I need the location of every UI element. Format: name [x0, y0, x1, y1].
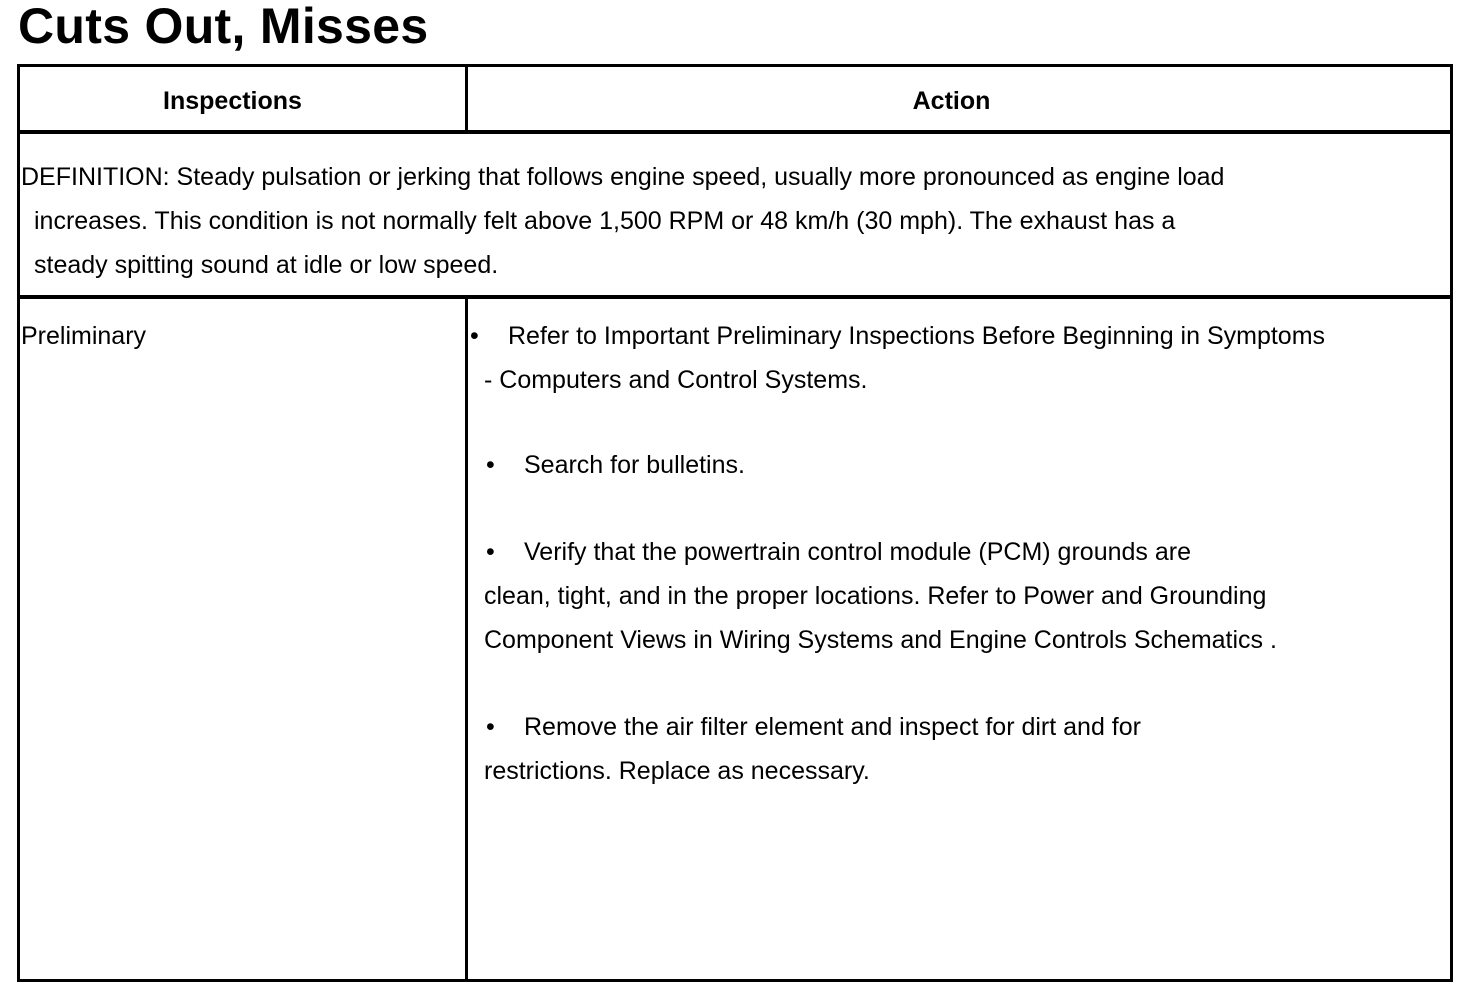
action-item	[470, 530, 1440, 662]
header-divider	[17, 130, 1453, 134]
action-text: Refer to Important Preliminary Inspections Before Beginning in Symptoms	[508, 322, 1326, 350]
column-header-inspections: Inspections	[163, 87, 302, 115]
action-text-continued: Component Views in Wiring Systems and Engine Controls Schematics .	[484, 626, 1277, 654]
definition-divider	[17, 295, 1453, 299]
inspection-preliminary: Preliminary	[21, 322, 147, 350]
action-item	[470, 443, 1440, 487]
body-column-divider	[465, 297, 468, 982]
column-header-action: Action	[912, 87, 991, 115]
action-text-continued: restrictions. Replace as necessary.	[484, 757, 870, 785]
bullet-icon: •	[486, 713, 495, 741]
action-text-continued: clean, tight, and in the proper locations. Refer to Power and Grounding	[484, 582, 1267, 610]
bullet-icon: •	[486, 451, 495, 479]
action-list	[470, 314, 1440, 793]
action-item	[470, 705, 1440, 793]
action-text: Remove the air filter element and inspect for dirt and for	[524, 713, 1141, 741]
bullet-icon: •	[486, 538, 495, 566]
action-text: Verify that the powertrain control module (PCM) grounds are	[524, 538, 1191, 566]
definition-line: steady spitting sound at idle or low speed.	[34, 251, 499, 279]
definition-cell	[21, 155, 1431, 287]
action-text-continued: - Computers and Control Systems.	[484, 366, 868, 394]
page-title: Cuts Out, Misses	[18, 0, 429, 54]
definition-line: DEFINITION: Steady pulsation or jerking that follows engine speed, usually more pronounced as engine load	[21, 163, 1225, 191]
action-item	[470, 314, 1440, 402]
action-text: Search for bulletins.	[524, 451, 745, 479]
bullet-icon: •	[470, 322, 479, 350]
definition-line: increases. This condition is not normally felt above 1,500 RPM or 48 km/h (30 mph). The exhaust has a	[34, 207, 1176, 235]
